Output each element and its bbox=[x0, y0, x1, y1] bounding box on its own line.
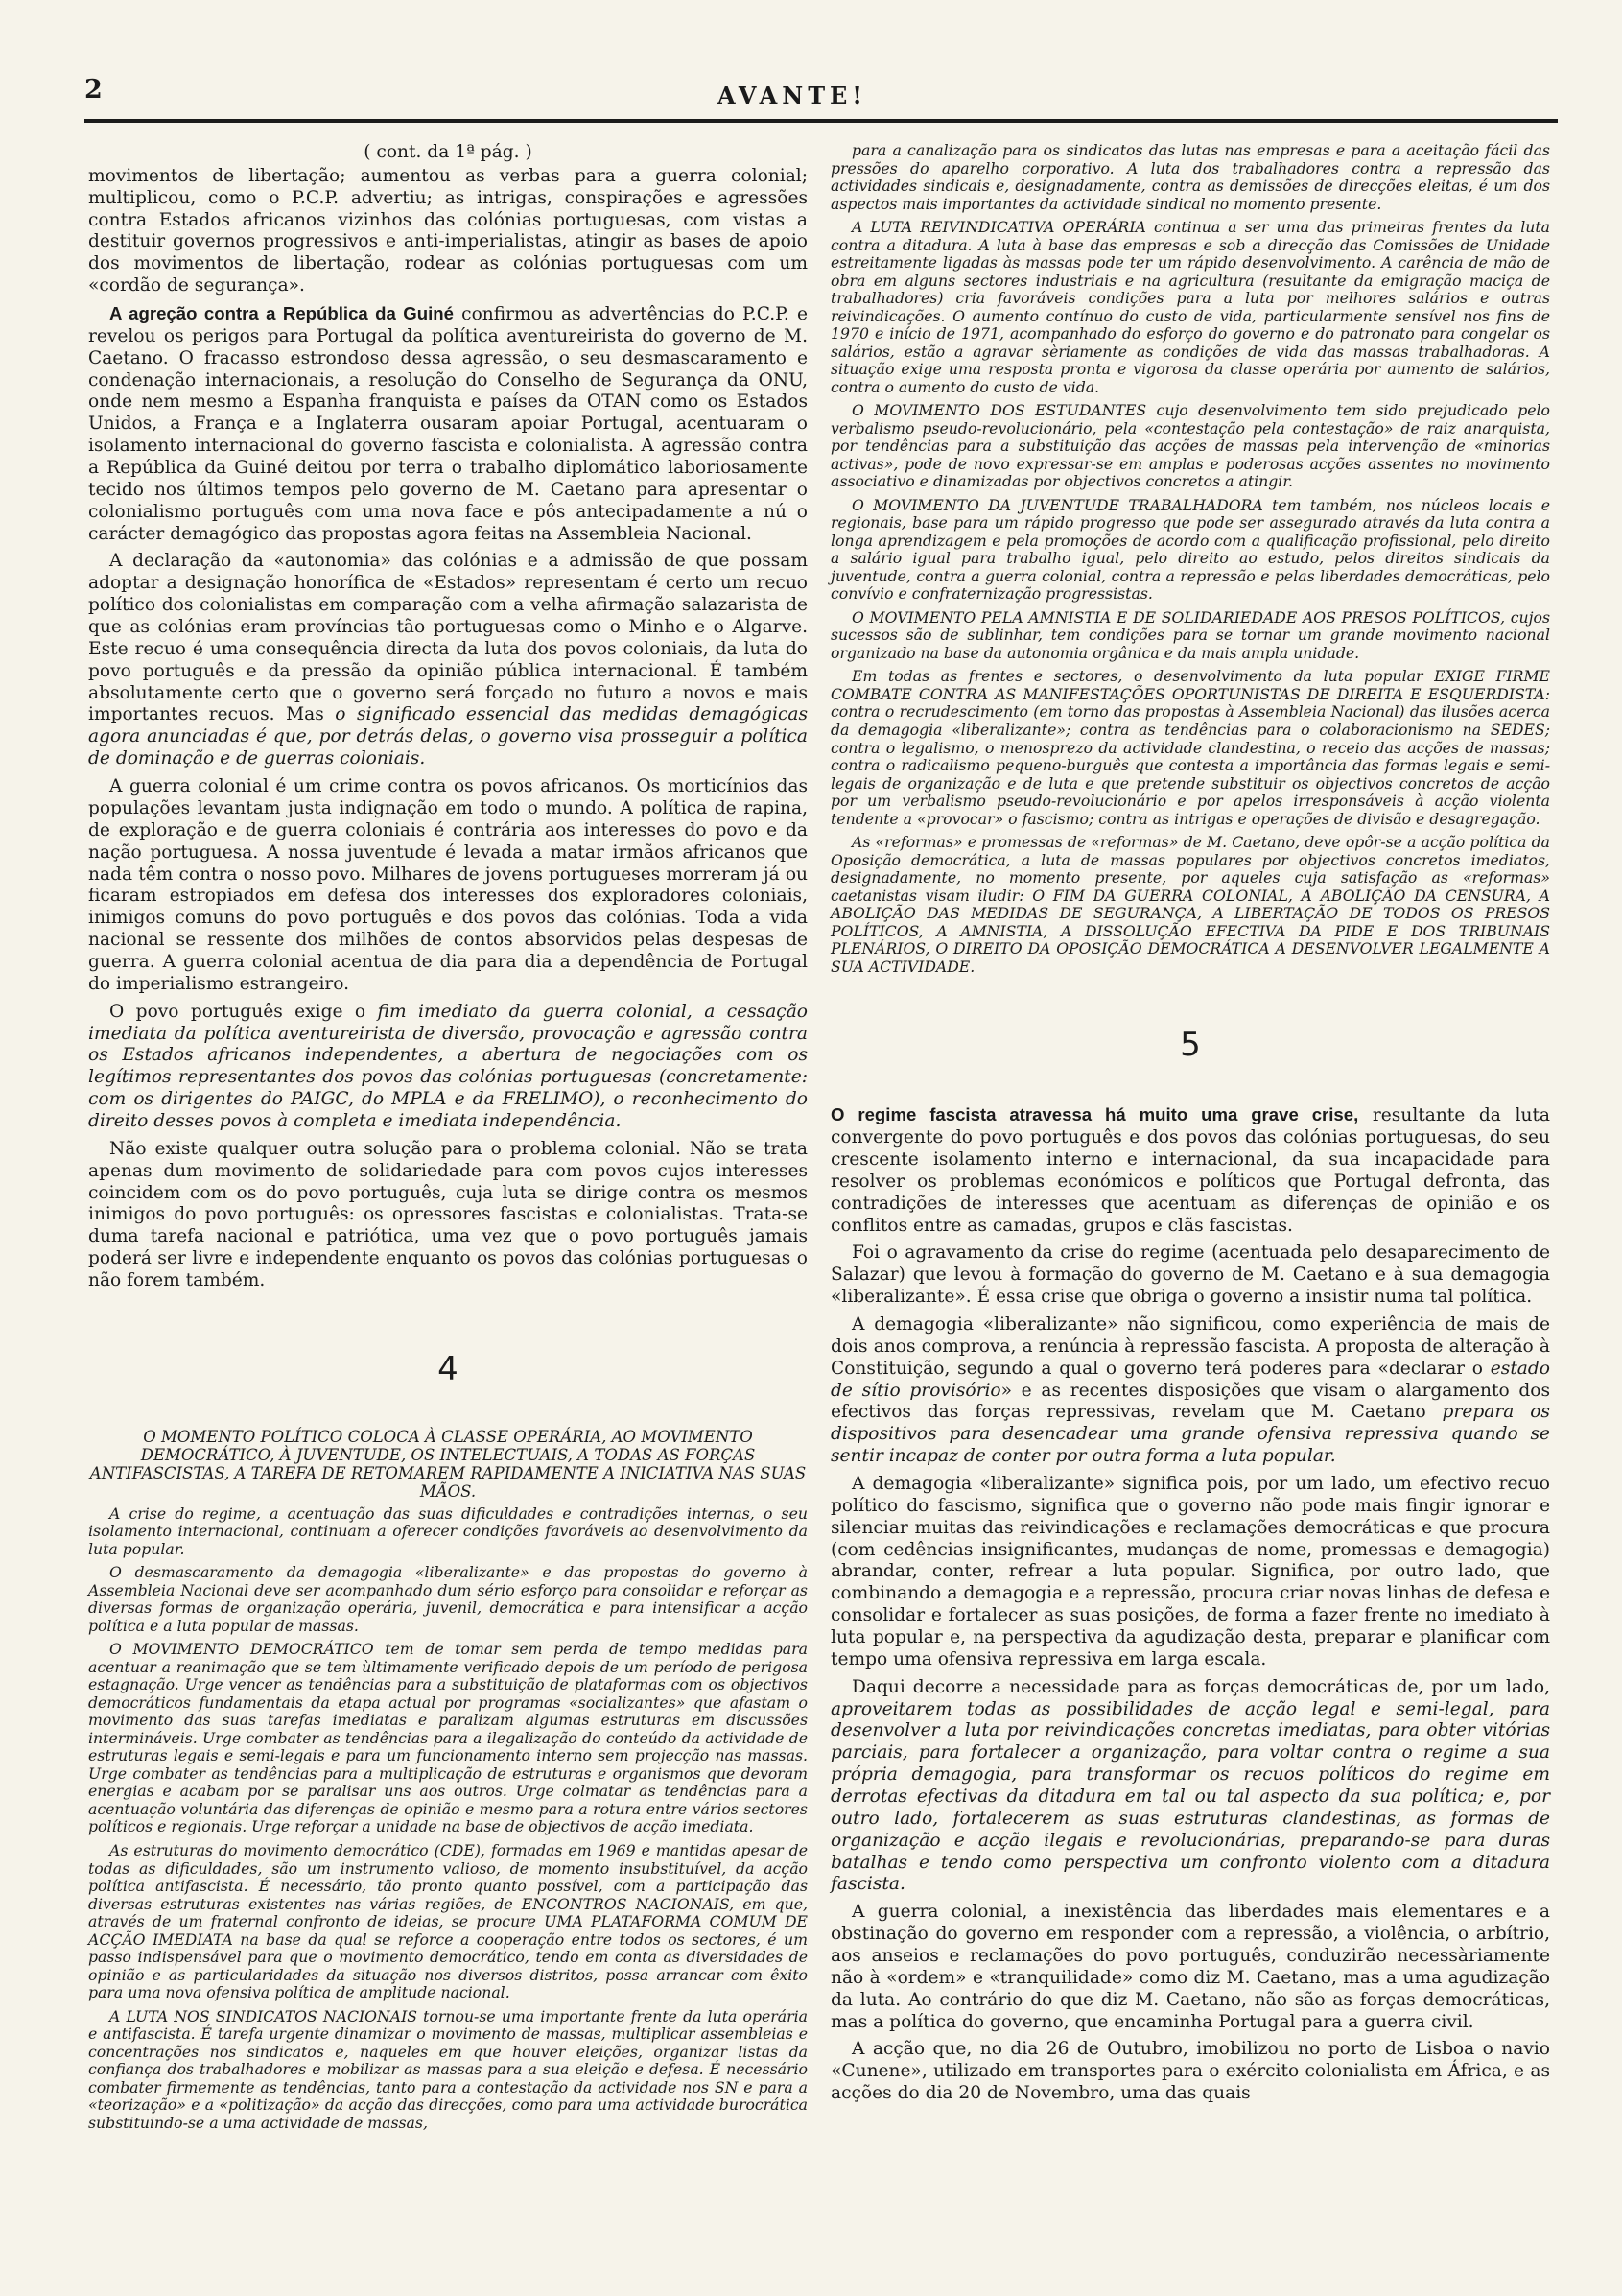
paragraph bbox=[831, 1314, 1550, 1468]
section-number: 4 bbox=[437, 1349, 458, 1388]
header-rule bbox=[84, 119, 1558, 123]
masthead: AVANTE! bbox=[717, 82, 867, 109]
lead-phrase: O regime fascista atravessa há muito uma grave crise, bbox=[831, 1104, 1359, 1125]
paragraph bbox=[88, 1002, 808, 1133]
paragraph: movimentos de libertação; aumentou as verbas para a guerra colonial; multiplicou, como o P.C.P. advertiu; as intrigas, conspirações e agressões contra Estados africanos vizinhos das colónias portuguesas, com vistas a destituir governos progressivos e anti-imperialistas, atingir as bases de apoio dos movimentos de libertação, rodear as colónias portuguesas com um «cordão de segurança». bbox=[88, 165, 808, 296]
paragraph: O MOVIMENTO DOS ESTUDANTES cujo desenvolvimento tem sido prejudicado pelo verbalismo pseudo-revolucionário, pela «contestação pela contestação» de raiz anarquista, por tendências para a substituição das acções de massas pela intervenção de «minorias activas», pode de novo expressar-se em amplas e poderosas acções assentes no movimento associativo e dinamizadas por objectivos concretos a atingir. bbox=[831, 401, 1550, 491]
continuation-note: ( cont. da 1ª pág. ) bbox=[364, 142, 532, 162]
paragraph-text: » e as recentes disposições que visam o alargamento dos efectivos das forças repressivas, revelam que M. Caetano bbox=[831, 1380, 1550, 1423]
paragraph-italic: estado de sítio provisório bbox=[831, 1358, 1550, 1401]
paragraph-italic: aproveitarem todas as possibilidades de acção legal e semi-legal, para desenvolver a luta por reivindicações concretas imediatas, para obter vitórias parciais, para fortalecer a organização, para voltar contra o regime a sua própria demagogia, para transformar os recuos políticos do regime em derrotas efectivas da ditadura em tal ou tal aspecto da sua política; e, por outro lado, fortalecerem as suas estruturas clandestinas, as formas de organização e acção ilegais e revolucionárias, preparando-se para duras batalhas e tendo como perspectiva um confronto violento com a ditadura fascista. bbox=[831, 1698, 1550, 1895]
paragraph-text: Daqui decorre a necessidade para as forças democráticas de, por um lado, bbox=[852, 1676, 1550, 1697]
paragraph bbox=[88, 551, 808, 770]
right-column bbox=[831, 142, 1550, 2111]
lead-phrase: A agreção contra a República da Guiné bbox=[109, 303, 454, 324]
paragraph: As «reformas» e promessas de «reformas» de M. Caetano, deve opôr-se a acção política da Oposição democrática, a luta de massas populares por objectivos concretos imediatos, designadamente, no momento presente, por aqueles cuja satisfação as «reformas» caetanistas visam iludir: O FIM DA GUERRA COLONIAL, A ABOLIÇÃO DA CENSURA, A ABOLIÇÃO DAS MEDIDAS DE SEGURANÇA, A LIBERTAÇÃO DE TODOS OS PRESOS POLÍTICOS, A AMNISTIA, A DISSOLUÇÃO EFECTIVA DA PIDE E DOS TRIBUNAIS PLENÁRIOS, O DIREITO DA OPOSIÇÃO DEMOCRÁTICA A DESENVOLVER LEGALMENTE A SUA ACTIVIDADE. bbox=[831, 833, 1550, 976]
left-column bbox=[88, 142, 808, 2138]
paragraph: O MOVIMENTO DEMOCRÁTICO tem de tomar sem perda de tempo medidas para acentuar a reanimação que se tem ùltimamente verificado depois de um período de perigosa estagnação. Urge vencer as tendências para a substituição de plataformas com os objectivos democráticos fundamentais da etapa actual por programas «socializantes» que afastam o movimento das suas tarefas imediatas e paralizam algumas estruturas em discussões intermináveis. Urge combater as tendências para a ilegalização do conteúdo da actividade de estruturas legais e semi-legais e para um funcionamento interno sem projecção nas massas. Urge combater as tendências para a multiplicação de estruturas e organismos que devoram energias e acabam por se paralisar uns aos outros. Urge colmatar as tendências para a acentuação voluntária das diferenças de opinião e mesmo para a rotura entre vários sectores políticos e regionais. Urge reforçar a unidade na base de objectivos de acção imediata. bbox=[88, 1640, 808, 1836]
paragraph-text: O povo português exige o bbox=[109, 1001, 366, 1022]
page-number: 2 bbox=[84, 75, 103, 105]
section-number: 5 bbox=[1180, 1026, 1201, 1065]
paragraph: A LUTA NOS SINDICATOS NACIONAIS tornou-se uma importante frente da luta operária e antifascista. É tarefa urgente dinamizar o movimento de massas, multiplicar assembleias e concentrações nos sindicatos e, naqueles em que houver eleições, organizar listas da confiança dos trabalhadores e mobilizar as massas para a sua eleição e defesa. É necessário combater firmemente as tendências, tanto para a contestação da actividade nos SN e para a «teorização» e a «politização» da acção das direcções, como para uma actividade burocrática substituindo-se a uma actividade de massas, bbox=[88, 2006, 808, 2132]
paragraph-text: confirmou as advertências do P.C.P. e revelou os perigos para Portugal da política aventureirista do governo de M. Caetano. O fracasso estrondoso dessa agressão, o seu desmascaramento e condenação internacionais, a resolução do Conselho de Segurança da ONU, onde nem mesmo a Espanha franquista e países da OTAN como os Estados Unidos, a França e a Inglaterra ousaram apoiar Portugal, acentuaram o isolamento internacional do governo fascista e colonialista. A agressão contra a República da Guiné deitou por terra o trabalho diplomático laboriosamente tecido nos últimos tempos pelo governo de M. Caetano para apresentar o colonialismo português com uma nova face e pôs antecipadamente a nú o carácter demagógico das propostas agora feitas na Assembleia Nacional. bbox=[88, 304, 808, 544]
paragraph: A acção que, no dia 26 de Outubro, imobilizou no porto de Lisboa o navio «Cunene», utilizado em transportes para o exército colonialista em África, e as acções do dia 20 de Novembro, uma das quais bbox=[831, 2039, 1550, 2104]
paragraph: O MOVIMENTO DA JUVENTUDE TRABALHADORA tem também, nos núcleos locais e regionais, base para um rápido progresso que pode ser assegurado através da luta contra a longa aprendizagem e pela promoções de acordo com a qualificação profissional, pelo direito a salário igual para trabalho igual, pelo direito ao estudo, pelos direitos sindicais da juventude, contra a guerra colonial, contra a repressão e pelas liberdades democráticas, pelo convívio e confraternização progressistas. bbox=[831, 495, 1550, 604]
section-heading: O MOMENTO POLÍTICO COLOCA À CLASSE OPERÁRIA, AO MOVIMENTO DEMOCRÁTICO, À JUVENTUDE, OS INTELECTUAIS, A TODAS AS FORÇAS ANTIFASCISTAS, A TAREFA DE RETOMAREM RAPIDAMENTE A INICIATIVA NAS SUAS MÃOS. bbox=[89, 1427, 807, 1501]
paragraph bbox=[831, 1677, 1550, 1897]
paragraph-italic: fim imediato da guerra colonial, a cessação imediata da política aventureirista de diversão, provocação e agressão contra os Estados africanos independentes, a abertura de negociações com os legítimos representantes dos povos das colónias portuguesas (concretamente: com os dirigentes do PAIGC, do MPLA e da FRELIMO), o reconhecimento do direito desses povos à completa e imediata independência. bbox=[88, 1001, 808, 1131]
paragraph-text: resultante da luta convergente do povo português e dos povos das colónias portuguesas, do seu crescente isolamento interno e internacional, da sua incapacidade para resolver os problemas económicos e políticos que Portugal defronta, das contradições de interesses que acentuam as diferenças de opinião e os conflitos entre as camadas, grupos e clãs fascistas. bbox=[831, 1105, 1550, 1236]
paragraph: Foi o agravamento da crise do regime (acentuada pelo desaparecimento de Salazar) que levou à formação do governo de M. Caetano e à sua demagogia «liberalizante». É essa crise que obriga o governo a insistir numa tal política. bbox=[831, 1243, 1550, 1308]
paragraph-italic: prepara os dispositivos para desencadear uma grande ofensiva repressiva quando se sentir incapaz de conter por outra forma a luta popular. bbox=[831, 1402, 1550, 1467]
paragraph: As estruturas do movimento democrático (CDE), formadas em 1969 e mantidas apesar de todas as dificuldades, são um instrumento valioso, de momento insubstituível, da acção política antifascista. É necessário, tão pronto quanto possível, com a participação das diversas estruturas existentes nas várias regiões, de ENCONTROS NACIONAIS, em que, através de um fraternal confronto de ideias, se procure UMA PLATAFORMA COMUM DE ACÇÃO IMEDIATA na base da qual se reforce a cooperação entre todos os sectores, é um passo indispensável para que o movimento democrático, tendo em conta as diversidades de opinião e as particularidades da situação nos diversos distritos, possa arrancar com êxito para uma nova ofensiva política de amplitude nacional. bbox=[88, 1840, 808, 2002]
paragraph-text: A declaração da «autonomia» das colónias e a admissão de que possam adoptar a designação honorífica de «Estados» representam é certo um recuo político dos colonialistas em comparação com a velha afirmação salazarista de que as colónias eram províncias tão portuguesas como o Minho e o Algarve. Este recuo é uma consequência directa da luta dos povos coloniais, da luta do povo português e da pressão da opinião pública internacional. É também absolutamente certo que o governo será forçado no futuro a novos e mais importantes recuos. Mas bbox=[88, 551, 808, 725]
paragraph bbox=[88, 303, 808, 545]
paragraph: A guerra colonial, a inexistência das liberdades mais elementares e a obstinação do governo em responder com a repressão, a violência, o arbítrio, aos anseios e reclamações do povo português, conduzirão necessàriamente não à «ordem» e «tranquilidade» como diz M. Caetano, mas a uma agudização da luta. Ao contrário do que diz M. Caetano, não são as forças democráticas, mas a política do governo, que encaminha Portugal para a guerra civil. bbox=[831, 1902, 1550, 2032]
paragraph: para a canalização para os sindicatos das lutas nas empresas e para a aceitação fácil das pressões do aparelho corporativo. A luta dos trabalhadores contra a repressão das actividades sindicais e, designadamente, contra as demissões de direcções eleitas, é um dos aspectos mais importantes da actividade sindical no momento presente. bbox=[831, 141, 1550, 213]
paragraph bbox=[831, 1104, 1550, 1237]
paragraph-text: A demagogia «liberalizante» não significou, como experiência de mais de dois anos comprova, a renúncia à repressão fascista. A proposta de alteração à Constituição, segundo a qual o governo terá poderes para «declarar o bbox=[831, 1314, 1550, 1379]
paragraph: A crise do regime, a acentuação das suas dificuldades e contradições internas, o seu isolamento internacional, continuam a oferecer condições favoráveis ao desenvolvimento da luta popular. bbox=[88, 1503, 808, 1558]
paragraph: A guerra colonial é um crime contra os povos africanos. Os morticínios das populações levantam justa indignação em todo o mundo. A política de rapina, de exploração e de guerra coloniais é contrária aos interesses do povo e da nação portuguesa. A nossa juventude é levada a matar irmãos africanos que nada têm contra o nosso povo. Milhares de jovens portugueses morreram já ou ficaram estropiados em defesa dos interesses dos exploradores coloniais, inimigos comuns do povo português e dos povos das colónias. Toda a vida nacional se ressente dos milhões de contos absorvidos pelas despesas de guerra. A guerra colonial acentua de dia para dia a dependência de Portugal do imperialismo estrangeiro. bbox=[88, 776, 808, 994]
paragraph: Em todas as frentes e sectores, o desenvolvimento da luta popular EXIGE FIRME COMBATE CONTRA AS MANIFESTAÇÕES OPORTUNISTAS DE DIREITA E ESQUERDISTA: contra o recrudescimento (em torno das propostas à Assembleia Nacional) das ilusões acerca da demagogia «liberalizante»; contra as tendências para o colaboracionismo na SEDES; contra o legalismo, o menosprezo da actividade clandestina, o receio das acções de massas; contra o radicalismo pequeno-burguês que contesta a importância das formas legais e semi-legais de organização e de luta e que pretende substituir os objectivos concretos de acção por um verbalismo pseudo-revolucionário e por apelos irresponsáveis à acção violenta tendente a «provocar» o fascismo; contra as intrigas e operações de divisão e desagregação. bbox=[831, 667, 1550, 828]
paragraph: A demagogia «liberalizante» significa pois, por um lado, um efectivo recuo político do fascismo, significa que o governo não pode mais fingir ignorar e silenciar muitas das reivindicações e reclamações democráticas e que procura (com cedências insignificantes, mudanças de nome, promessas e demagogia) abrandar, conter, refrear a luta popular. Significa, por outro lado, que combinando a demagogia e a repressão, procura criar novas linhas de defesa e consolidar e fortalecer as suas posições, de forma a fazer frente no imediato à luta popular e, na perspectiva da agudização desta, preparar e planificar com tempo uma ofensiva repressiva em larga escala. bbox=[831, 1473, 1550, 1669]
paragraph: O MOVIMENTO PELA AMNISTIA E DE SOLIDARIEDADE AOS PRESOS POLÍTICOS, cujos sucessos são de sublinhar, tem condições para se tornar um grande movimento nacional organizado na base da autonomia orgânica e da mais ampla unidade. bbox=[831, 607, 1550, 662]
paragraph: A LUTA REIVINDICATIVA OPERÁRIA continua a ser uma das primeiras frentes da luta contra a ditadura. A luta à base das empresas e sob a direcção das Comissões de Unidade estreitamente ligadas às massas pode ter um rápido desenvolvimento. A carência de mão de obra em alguns sectores industriais e na agricultura (resultante da emigração maciça de trabalhadores) cria favoráveis condições para a luta por melhores salários e outras reivindicações. O aumento contínuo do custo de vida, particularmente sensível nos fins de 1970 e início de 1971, acompanhado do esforço do governo e do patronato para congelar os salários, estão a agravar sèriamente as condições de vida das massas trabalhadoras. A situação exige uma resposta pronta e vigorosa da classe operária por aumento de salários, contra o aumento do custo de vida. bbox=[831, 218, 1550, 396]
paragraph-italic: o significado essencial das medidas demagógicas agora anunciadas é que, por detrás delas, o governo visa prosseguir a política de dominação e de guerras coloniais. bbox=[88, 704, 808, 769]
paragraph: Não existe qualquer outra solução para o problema colonial. Não se trata apenas dum movimento de solidariedade para com povos cujos interesses coincidem com os do povo português, cuja luta se dirige contra os mesmos inimigos do povo português: os opressores fascistas e colonialistas. Trata-se duma tarefa nacional e patriótica, uma vez que o povo português jamais poderá ser livre e independente enquanto os povos das colónias portuguesas o não forem também. bbox=[88, 1138, 808, 1290]
paragraph: O desmascaramento da demagogia «liberalizante» e das propostas do governo à Assembleia Nacional deve ser acompanhado dum sério esforço para consolidar e reforçar as diversas formas de organização operária, juvenil, democrática e para intensificar a acção política e a luta popular de massas. bbox=[88, 1563, 808, 1635]
